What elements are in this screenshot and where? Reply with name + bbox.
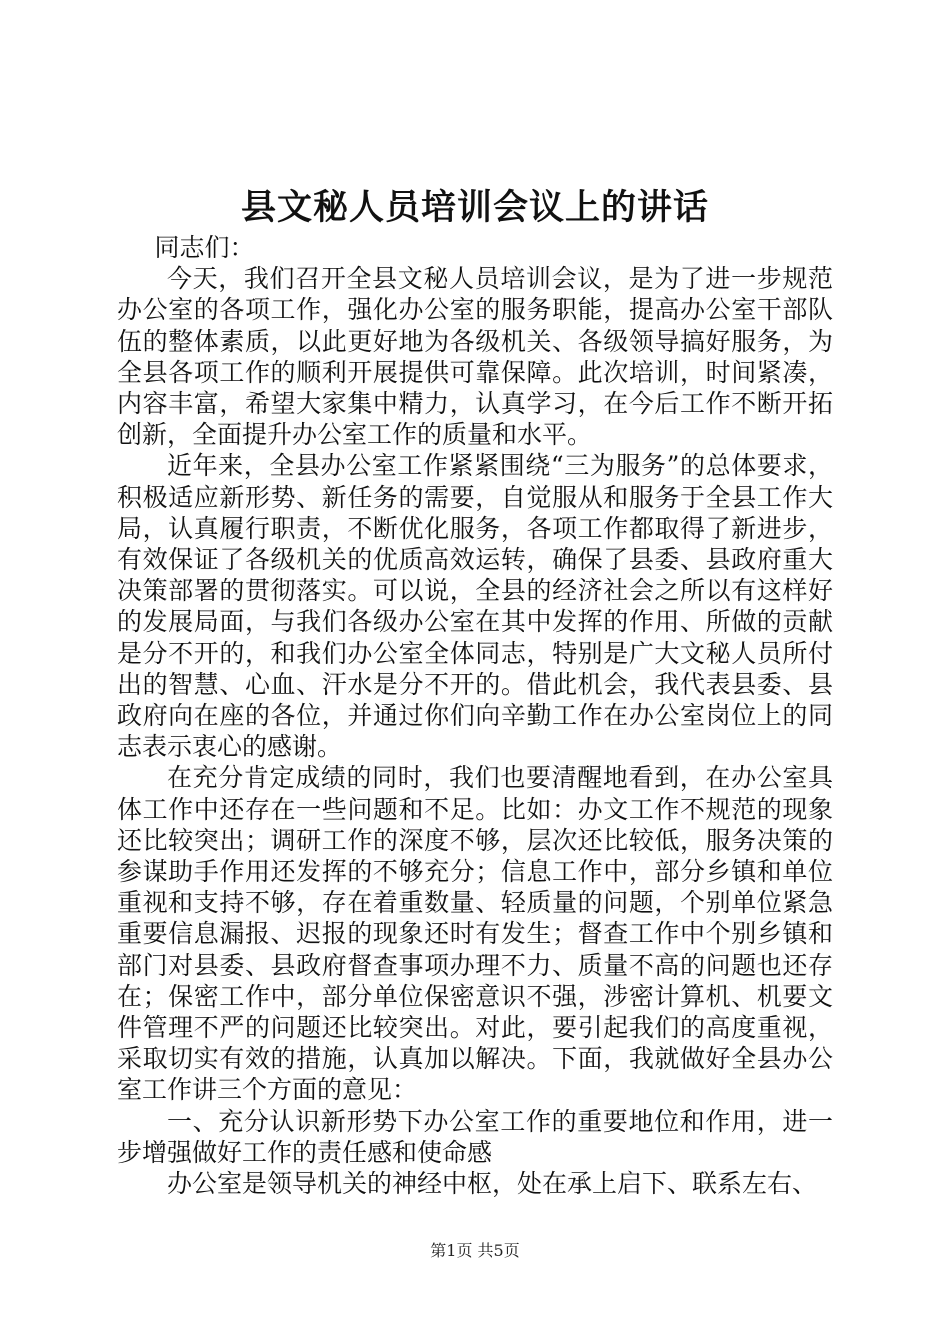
paragraph-problems: 在充分肯定成绩的同时，我们也要清醒地看到，在办公室具体工作中还存在一些问题和不足。比如：办文工作不规范的现象还比较突出；调研工作的深度不够，层次还比较低，服务决策的参谋助手作用还发挥的不够充分；信息工作中，部分乡镇和单位重视和支持不够，存在着重数量、轻质量的问题，个别单位紧急重要信息漏报、迟报的现象还时有发生；督查工作中个别乡镇和部门对县委、县政府督查事项办理不力、质量不高的问题也还存在；保密工作中，部分单位保密意识不强，涉密计算机、机要文件管理不严的问题还比较突出。对此，要引起我们的高度重视，采取切实有效的措施，认真加以解决。下面，我就做好全县办公室工作讲三个方面的意见： — [117, 763, 833, 1105]
paragraph-intro: 今天，我们召开全县文秘人员培训会议，是为了进一步规范办公室的各项工作，强化办公室的服务职能，提高办公室干部队伍的整体素质，以此更好地为各级机关、各级领导搞好服务，为全县各项工作的顺利开展提供可靠保障。此次培训，时间紧凑，内容丰富，希望大家集中精力，认真学习，在今后工作不断开拓创新，全面提升办公室工作的质量和水平。 — [117, 264, 833, 450]
paragraph-achievements: 近年来，全县办公室工作紧紧围绕“三为服务”的总体要求，积极适应新形势、新任务的需要，自觉服从和服务于全县工作大局，认真履行职责，不断优化服务，各项工作都取得了新进步，有效保证了各级机关的优质高效运转，确保了县委、县政府重大决策部署的贯彻落实。可以说，全县的经济社会之所以有这样好的发展局面，与我们各级办公室在其中发挥的作用、所做的贡献是分不开的，和我们办公室全体同志，特别是广大文秘人员所付出的智慧、心血、汗水是分不开的。借此机会，我代表县委、县政府向在座的各位，并通过你们向辛勤工作在办公室岗位上的同志表示衷心的感谢。 — [117, 451, 833, 762]
document-body — [117, 232, 833, 1199]
salutation: 同志们： — [154, 233, 255, 262]
page-number-footer: 第1页 共5页 — [430, 1241, 520, 1260]
paragraph-section-one: 办公室是领导机关的神经中枢，处在承上启下、联系左右、 — [167, 1169, 818, 1199]
section-heading-one: 一、充分认识新形势下办公室工作的重要地位和作用，进一步增强做好工作的责任感和使命感 — [117, 1106, 833, 1167]
document-title: 县文秘人员培训会议上的讲话 — [240, 187, 709, 228]
